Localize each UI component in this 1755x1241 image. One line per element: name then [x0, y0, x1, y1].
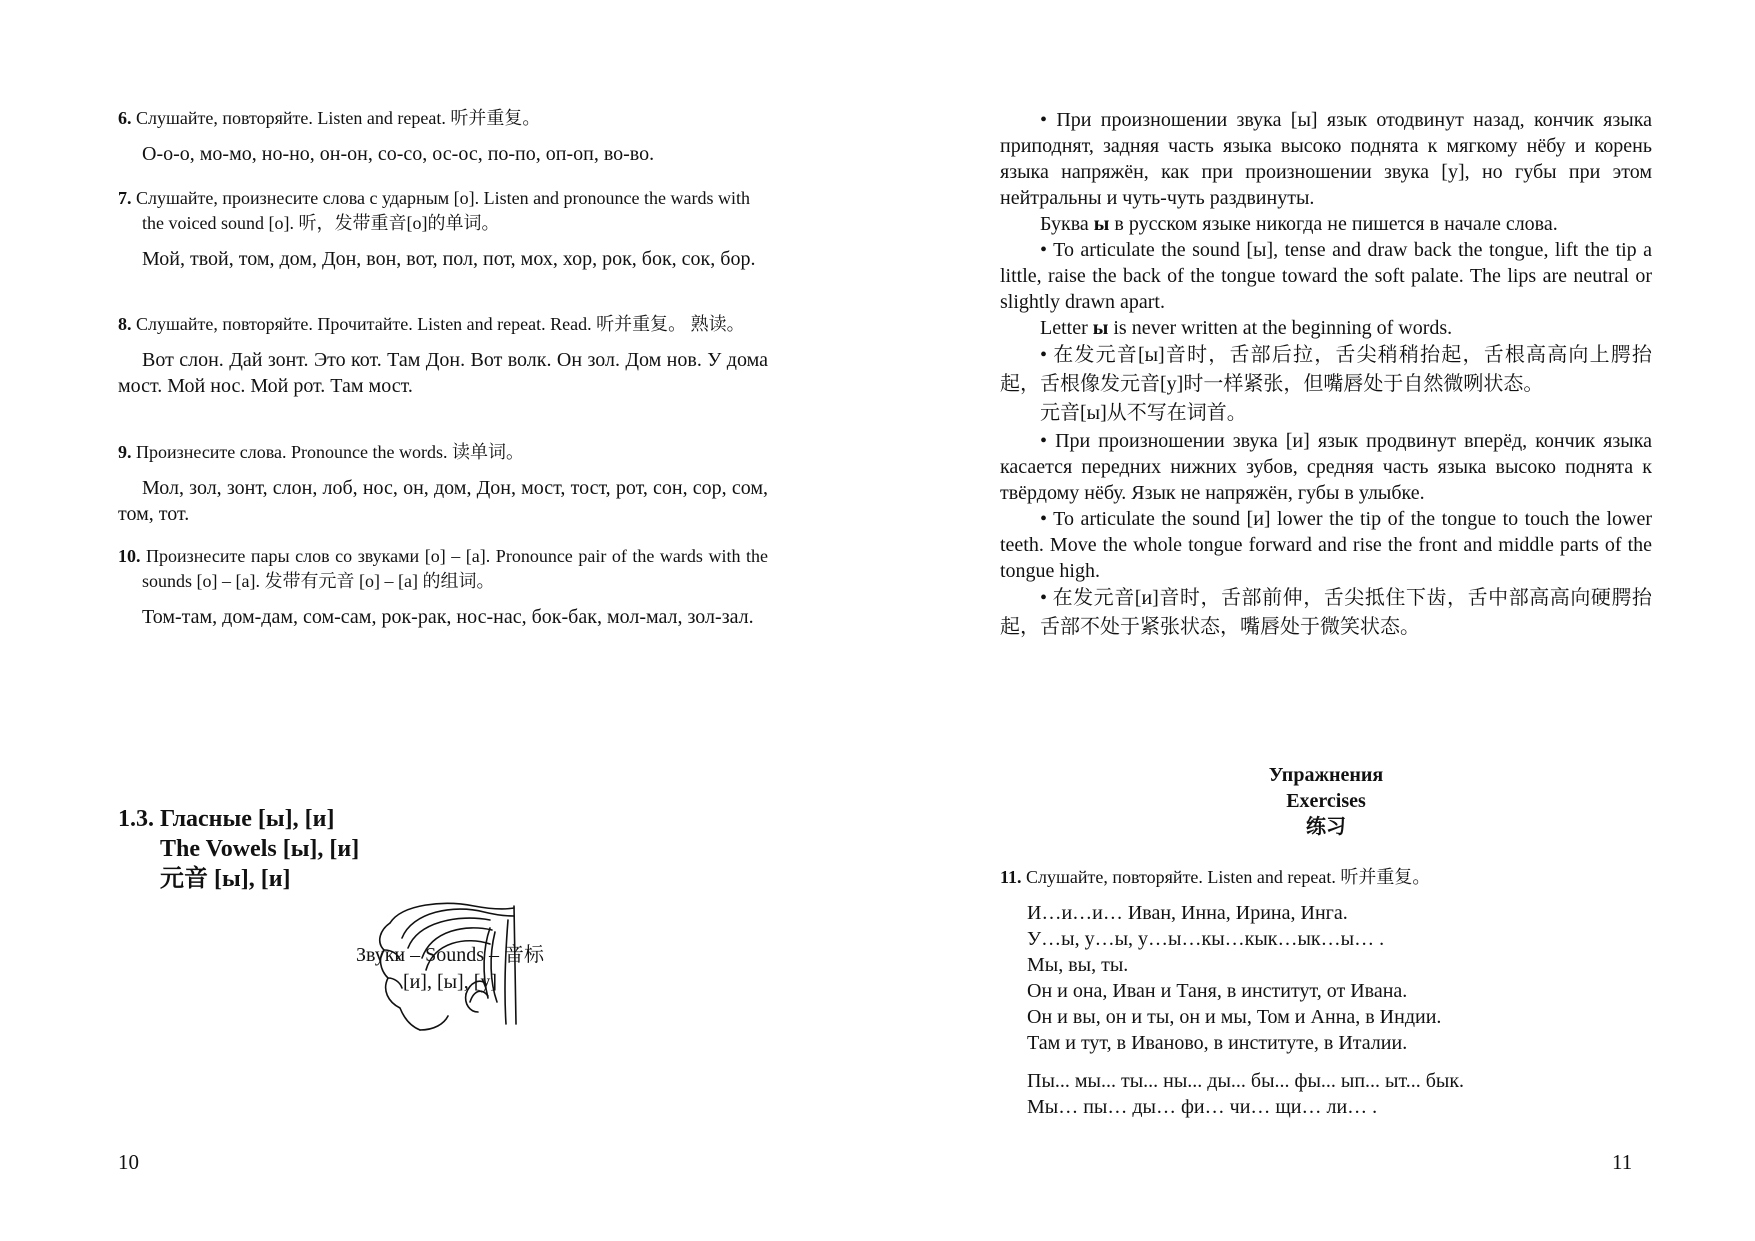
right-page [877, 0, 1755, 1241]
exercises-heading-ru: Упражнения [1268, 764, 1384, 786]
page-number: 10 [118, 1150, 139, 1174]
exercise-instruction: Слушайте, повторяйте. Listen and repeat. 听并重复。 [136, 108, 541, 128]
exercise-body: Мол, зол, зонт, слон, лоб, нос, он, дом, Дон, мост, тост, рот, сон, сор, сом, том, тот. [118, 477, 768, 525]
exercise-instruction: Слушайте, произнесите слова с ударным [о]. Listen and pronounce the wards with the voiced sound [o]. 听，发带重音[o]的单词。 [136, 188, 751, 233]
exercise-lines [1000, 900, 1652, 1120]
exercise-number: 8. [118, 314, 132, 334]
exercise-11 [1000, 865, 1652, 1120]
exercises-heading [1000, 762, 1652, 840]
exercise-number: 9. [118, 442, 132, 462]
exercise-9 [118, 440, 768, 527]
caption-line1: Звуки – Sounds – 音标 [355, 944, 545, 966]
line: Мы, вы, ты. [1027, 954, 1129, 976]
figure-caption [250, 942, 650, 996]
heading-zh: 元音 [ы], [и] [160, 866, 291, 892]
exercise-8 [118, 312, 768, 399]
phonetics-description [1000, 107, 1652, 642]
exercise-body: О-о-о, мо-мо, но-но, он-он, со-со, ос-ос, по-по, оп-оп, во-во. [142, 143, 655, 165]
exercise-6 [118, 106, 768, 167]
paragraph: • 在发元音[ы]音时，舌部后拉，舌尖稍稍抬起，舌根高高向上腭抬起，舌根像发元音[y]时一样紧张，但嘴唇处于自然微咧状态。 [1000, 344, 1652, 395]
exercise-number: 6. [118, 108, 132, 128]
exercise-instruction: Произнесите слова. Pronounce the words. 读单词。 [136, 442, 524, 462]
exercise-10 [118, 544, 768, 630]
heading-en: The Vowels [ы], [и] [160, 836, 360, 862]
left-page [0, 0, 877, 1241]
exercise-number: 7. [118, 188, 132, 208]
paragraph: • При произношении звука [ы] язык отодвинут назад, кончик языка приподнят, задняя часть языка высоко поднята к мягкому нёбу и корень языка напряжён, как при произношении звука [у], но губы при этом нейтральны и чуть-чуть раздвинуты. [1000, 109, 1653, 209]
exercises-heading-en: Exercises [1286, 790, 1366, 812]
paragraph: Letter ы is never written at the beginning of words. [1040, 317, 1453, 339]
paragraph: 元音[ы]从不写在词首。 [1040, 402, 1247, 424]
heading-ru: 1.3. Гласные [ы], [и] [118, 806, 335, 832]
exercise-instruction: Произнесите пары слов со звуками [о] – [а]. Pronounce pair of the wards with the sounds [o] – [a]. 发带有元音 [o] – [a] 的组词。 [142, 546, 769, 591]
paragraph: • To articulate the sound [и] lower the tip of the tongue to touch the lower teeth. Move the whole tongue forward and rise the front and middle parts of the tongue high. [1000, 508, 1653, 582]
exercise-body: Мой, твой, том, дом, Дон, вон, вот, пол, пот, мох, хор, рок, бок, сок, бор. [142, 248, 756, 270]
exercises-heading-zh: 练习 [1306, 816, 1346, 838]
line: И…и…и… Иван, Инна, Ирина, Инга. [1027, 902, 1348, 924]
paragraph: Буква ы в русском языке никогда не пишется в начале слова. [1040, 213, 1558, 235]
line: Он и она, Иван и Таня, в институт, от Ивана. [1027, 980, 1408, 1002]
line: Он и вы, он и ты, он и мы, Том и Анна, в Индии. [1027, 1006, 1442, 1028]
section-heading [118, 804, 359, 894]
paragraph: • При произношении звука [и] язык продвинут вперёд, кончик языка касается передних нижних зубов, средняя часть языка высоко поднята к твёрдому нёбу. Язык не напряжён, губы в улыбке. [1000, 430, 1653, 504]
caption-line2: [и], [ы], [у] [402, 971, 498, 993]
line: Мы… пы… ды… фи… чи… щи… ли… . [1027, 1096, 1378, 1118]
exercise-body: Том-там, дом-дам, сом-сам, рок-рак, нос-нас, бок-бак, мол-мал, зол-зал. [142, 606, 754, 628]
exercise-body: Вот слон. Дай зонт. Это кот. Там Дон. Вот волк. Он зол. Дом нов. У дома мост. Мой нос. Мой рот. Там мост. [118, 349, 768, 397]
line: Пы... мы... ты... ны... ды... бы... фы... ып... ыт... бык. [1027, 1070, 1465, 1092]
page-number: 11 [1612, 1150, 1633, 1174]
paragraph: • To articulate the sound [ы], tense and draw back the tongue, lift the tip a little, raise the back of the tongue toward the soft palate. The lips are neutral or slightly drawn apart. [1000, 239, 1653, 313]
line: Там и тут, в Иваново, в институте, в Италии. [1027, 1032, 1408, 1054]
exercise-7 [118, 186, 768, 272]
paragraph: • 在发元音[и]音时，舌部前伸，舌尖抵住下齿，舌中部高高向硬腭抬起，舌部不处于紧张状态，嘴唇处于微笑状态。 [1000, 587, 1653, 638]
exercise-number: 10. [118, 546, 141, 566]
line: У…ы, у…ы, у…ы…кы…кык…ык…ы… . [1027, 928, 1385, 950]
exercise-number: 11. [1000, 867, 1022, 887]
exercise-instruction: Слушайте, повторяйте. Listen and repeat. 听并重复。 [1026, 867, 1431, 887]
exercise-instruction: Слушайте, повторяйте. Прочитайте. Listen and repeat. Read. 听并重复。 熟读。 [136, 314, 745, 334]
